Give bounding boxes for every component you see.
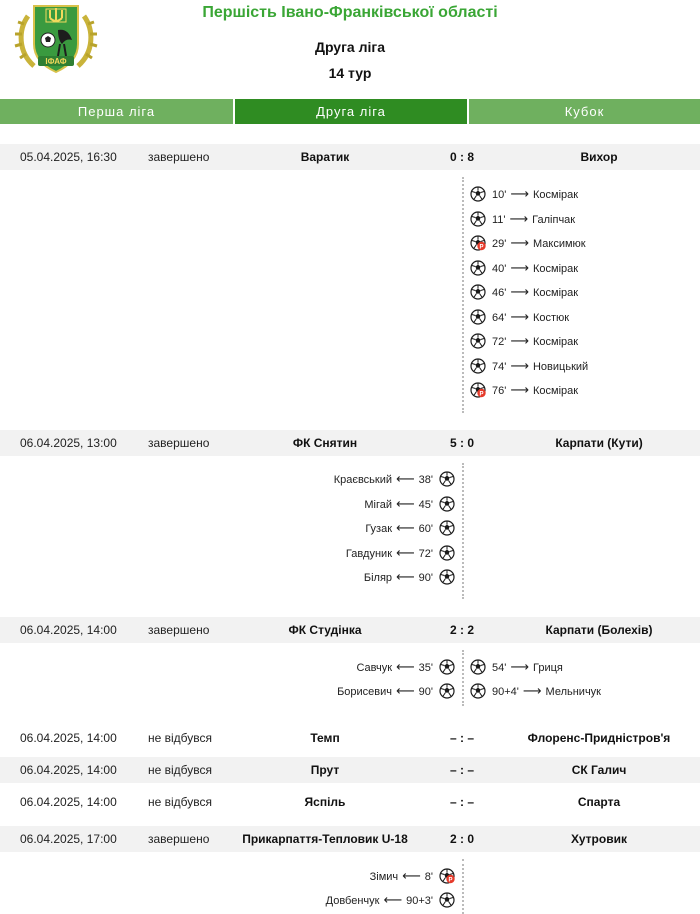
soccer-ball-icon [439,895,455,907]
match-date: 05.04.2025, 16:30 [20,150,117,164]
match-score: – : – [449,795,474,809]
arrow-right-icon: ⟶ [510,284,529,299]
away-team: Флоренс-Придністров'я [527,731,671,745]
tab-first-league[interactable]: Перша ліга [0,99,233,124]
soccer-ball-icon [470,263,486,275]
home-team: Яспіль [304,795,346,809]
goal-minute: 90+4' [492,686,519,698]
goal-minute: 76' [492,385,507,397]
match-status: не відбувся [148,731,213,745]
goal-minute: 45' [418,498,433,511]
site-title: Першість Івано-Франківської області [202,4,498,21]
goal-event [470,381,578,399]
home-team: ФК Снятин [292,436,358,450]
goal-event [470,185,578,203]
arrow-left-icon: ⟵ [396,683,415,698]
goal-minute: 38' [418,474,433,486]
arrow-right-icon: ⟶ [510,659,529,674]
match-status: завершено [148,436,210,450]
goal-minute: 35' [418,662,433,674]
match-row[interactable] [0,617,700,643]
match-row[interactable] [0,725,700,751]
events-divider [462,463,464,599]
soccer-ball-icon [439,523,455,535]
goal-event [470,682,601,700]
goal-scorer: Зімич [369,871,399,883]
soccer-ball-icon [470,287,486,299]
logo-text: ІФАФ [45,57,67,66]
away-team: Спарта [577,795,621,809]
goal-event [346,544,455,562]
goal-minute: 90' [418,686,433,698]
goal-event [334,470,455,488]
arrow-right-icon: ⟶ [509,210,529,226]
soccer-ball-icon [439,686,455,698]
goal-event [470,658,563,676]
match-row[interactable] [0,430,700,456]
goal-scorer: Мігай [364,498,393,511]
tab-second-league[interactable]: Друга ліга [235,99,467,124]
match-score: – : – [449,763,474,777]
soccer-ball-icon [439,548,455,560]
soccer-ball-icon [439,499,455,511]
arrow-left-icon: ⟵ [396,495,415,511]
goal-minute: 60' [418,523,433,535]
league-tabs [0,99,700,124]
goal-minute: 90+3' [406,895,433,907]
away-team: Вихор [580,150,618,164]
away-team: Хутровик [571,832,627,846]
goal-scorer: Космірак [532,287,579,299]
goal-scorer: Космірак [532,385,579,397]
away-team: Карпати (Болехів) [545,623,653,637]
goal-event [470,332,578,350]
svg-text:P: P [479,244,484,251]
goal-event [470,308,569,326]
match-row[interactable] [0,826,700,852]
arrow-right-icon: ⟶ [510,308,529,324]
match-row[interactable] [0,144,700,170]
arrow-left-icon: ⟵ [396,520,415,535]
page-header [0,0,700,96]
soccer-ball-icon [470,336,486,348]
soccer-ball-icon [470,361,486,373]
round-title: 14 тур [328,65,372,81]
goal-scorer: Космірак [532,262,579,275]
goal-scorer: Краєвський [333,474,393,486]
arrow-left-icon: ⟵ [383,892,403,907]
tab-cup[interactable]: Кубок [469,99,700,124]
goal-scorer: Гузак [365,523,393,535]
svg-text:P: P [479,391,484,398]
goal-minute: 90' [418,572,433,584]
goal-minute: 8' [424,871,433,883]
goal-minute: 40' [492,262,507,275]
soccer-ball-icon [470,214,486,226]
match-row[interactable] [0,789,700,815]
goal-scorer: Біляр [363,572,393,584]
goal-event [356,658,455,676]
soccer-ball-icon [439,474,455,486]
goal-event [470,259,578,277]
goal-scorer: Космірак [532,336,579,348]
goal-scorer: Мельничук [545,686,601,698]
goal-minute: 29' [492,238,507,250]
arrow-right-icon: ⟶ [510,357,529,373]
match-score: – : – [449,731,474,745]
away-team: Карпати (Кути) [555,436,643,450]
match-date: 06.04.2025, 13:00 [20,436,117,450]
soccer-ball-icon [439,572,455,584]
goal-event [370,867,455,885]
arrow-right-icon: ⟶ [510,186,529,201]
events-divider [462,859,464,914]
goal-event [470,234,586,252]
goal-event [364,495,455,513]
goal-event [470,357,588,375]
home-team: Темп [310,731,340,745]
events-divider [462,650,464,706]
match-date: 06.04.2025, 14:00 [20,763,117,777]
goal-scorer: Гавдуник [345,547,393,560]
goal-minute: 11' [492,213,506,226]
goal-minute: 46' [492,287,507,299]
penalty-ball-icon [470,238,486,250]
soccer-ball-icon [470,686,486,698]
arrow-left-icon: ⟵ [396,471,415,486]
league-title: Друга ліга [314,39,386,55]
arrow-left-icon: ⟵ [402,868,421,883]
arrow-right-icon: ⟶ [510,235,529,250]
match-status: завершено [148,623,210,637]
arrow-left-icon: ⟵ [396,659,415,674]
goal-event [470,210,575,228]
goal-event [365,519,455,537]
goal-scorer: Довбенчук [325,895,380,907]
events-divider [462,177,464,413]
arrow-left-icon: ⟵ [396,569,415,584]
arrow-right-icon: ⟶ [510,333,529,348]
goal-scorer: Галіпчак [532,213,576,226]
arrow-right-icon: ⟶ [510,259,529,275]
match-status: не відбувся [148,763,213,777]
goal-event [337,682,455,700]
match-row[interactable] [0,757,700,783]
soccer-ball-icon [470,662,486,674]
match-score: 2 : 2 [449,623,474,637]
goal-scorer: Максимюк [532,238,586,250]
goal-event [326,891,455,909]
match-date: 06.04.2025, 17:00 [20,832,117,846]
match-score: 2 : 0 [449,832,474,846]
home-team: Прут [310,763,340,777]
match-status: завершено [148,150,210,164]
match-date: 06.04.2025, 14:00 [20,623,117,637]
goal-scorer: Космірак [532,189,579,201]
goal-scorer: Гриця [532,662,563,674]
goal-minute: 72' [492,336,507,348]
goal-event [470,283,578,301]
goal-event [364,568,455,586]
goal-scorer: Савчук [356,662,393,674]
arrow-right-icon: ⟶ [510,382,529,397]
match-score: 0 : 8 [449,150,474,164]
match-status: завершено [148,832,210,846]
arrow-left-icon: ⟵ [396,544,415,560]
goal-scorer: Новицький [532,360,589,373]
svg-text:P: P [448,877,453,884]
away-team: СК Галич [571,763,627,777]
penalty-ball-icon [470,385,486,397]
soccer-ball-icon [470,189,486,201]
match-score: 5 : 0 [449,436,474,450]
goal-minute: 64' [492,311,507,324]
goal-minute: 54' [492,662,507,674]
arrow-right-icon: ⟶ [522,683,542,698]
soccer-ball-icon [470,312,486,324]
home-team: Варатик [300,150,350,164]
home-team: Прикарпаття-Тепловик U-18 [242,832,408,846]
goal-minute: 72' [418,547,433,560]
soccer-ball-icon [439,662,455,674]
penalty-ball-icon [439,871,455,883]
goal-minute: 74' [492,360,507,373]
match-date: 06.04.2025, 14:00 [20,795,117,809]
match-status: не відбувся [148,795,213,809]
goal-minute: 10' [492,189,507,201]
goal-scorer: Борисевич [337,686,393,698]
match-date: 06.04.2025, 14:00 [20,731,117,745]
home-team: ФК Студінка [288,623,362,637]
goal-scorer: Костюк [532,311,570,324]
